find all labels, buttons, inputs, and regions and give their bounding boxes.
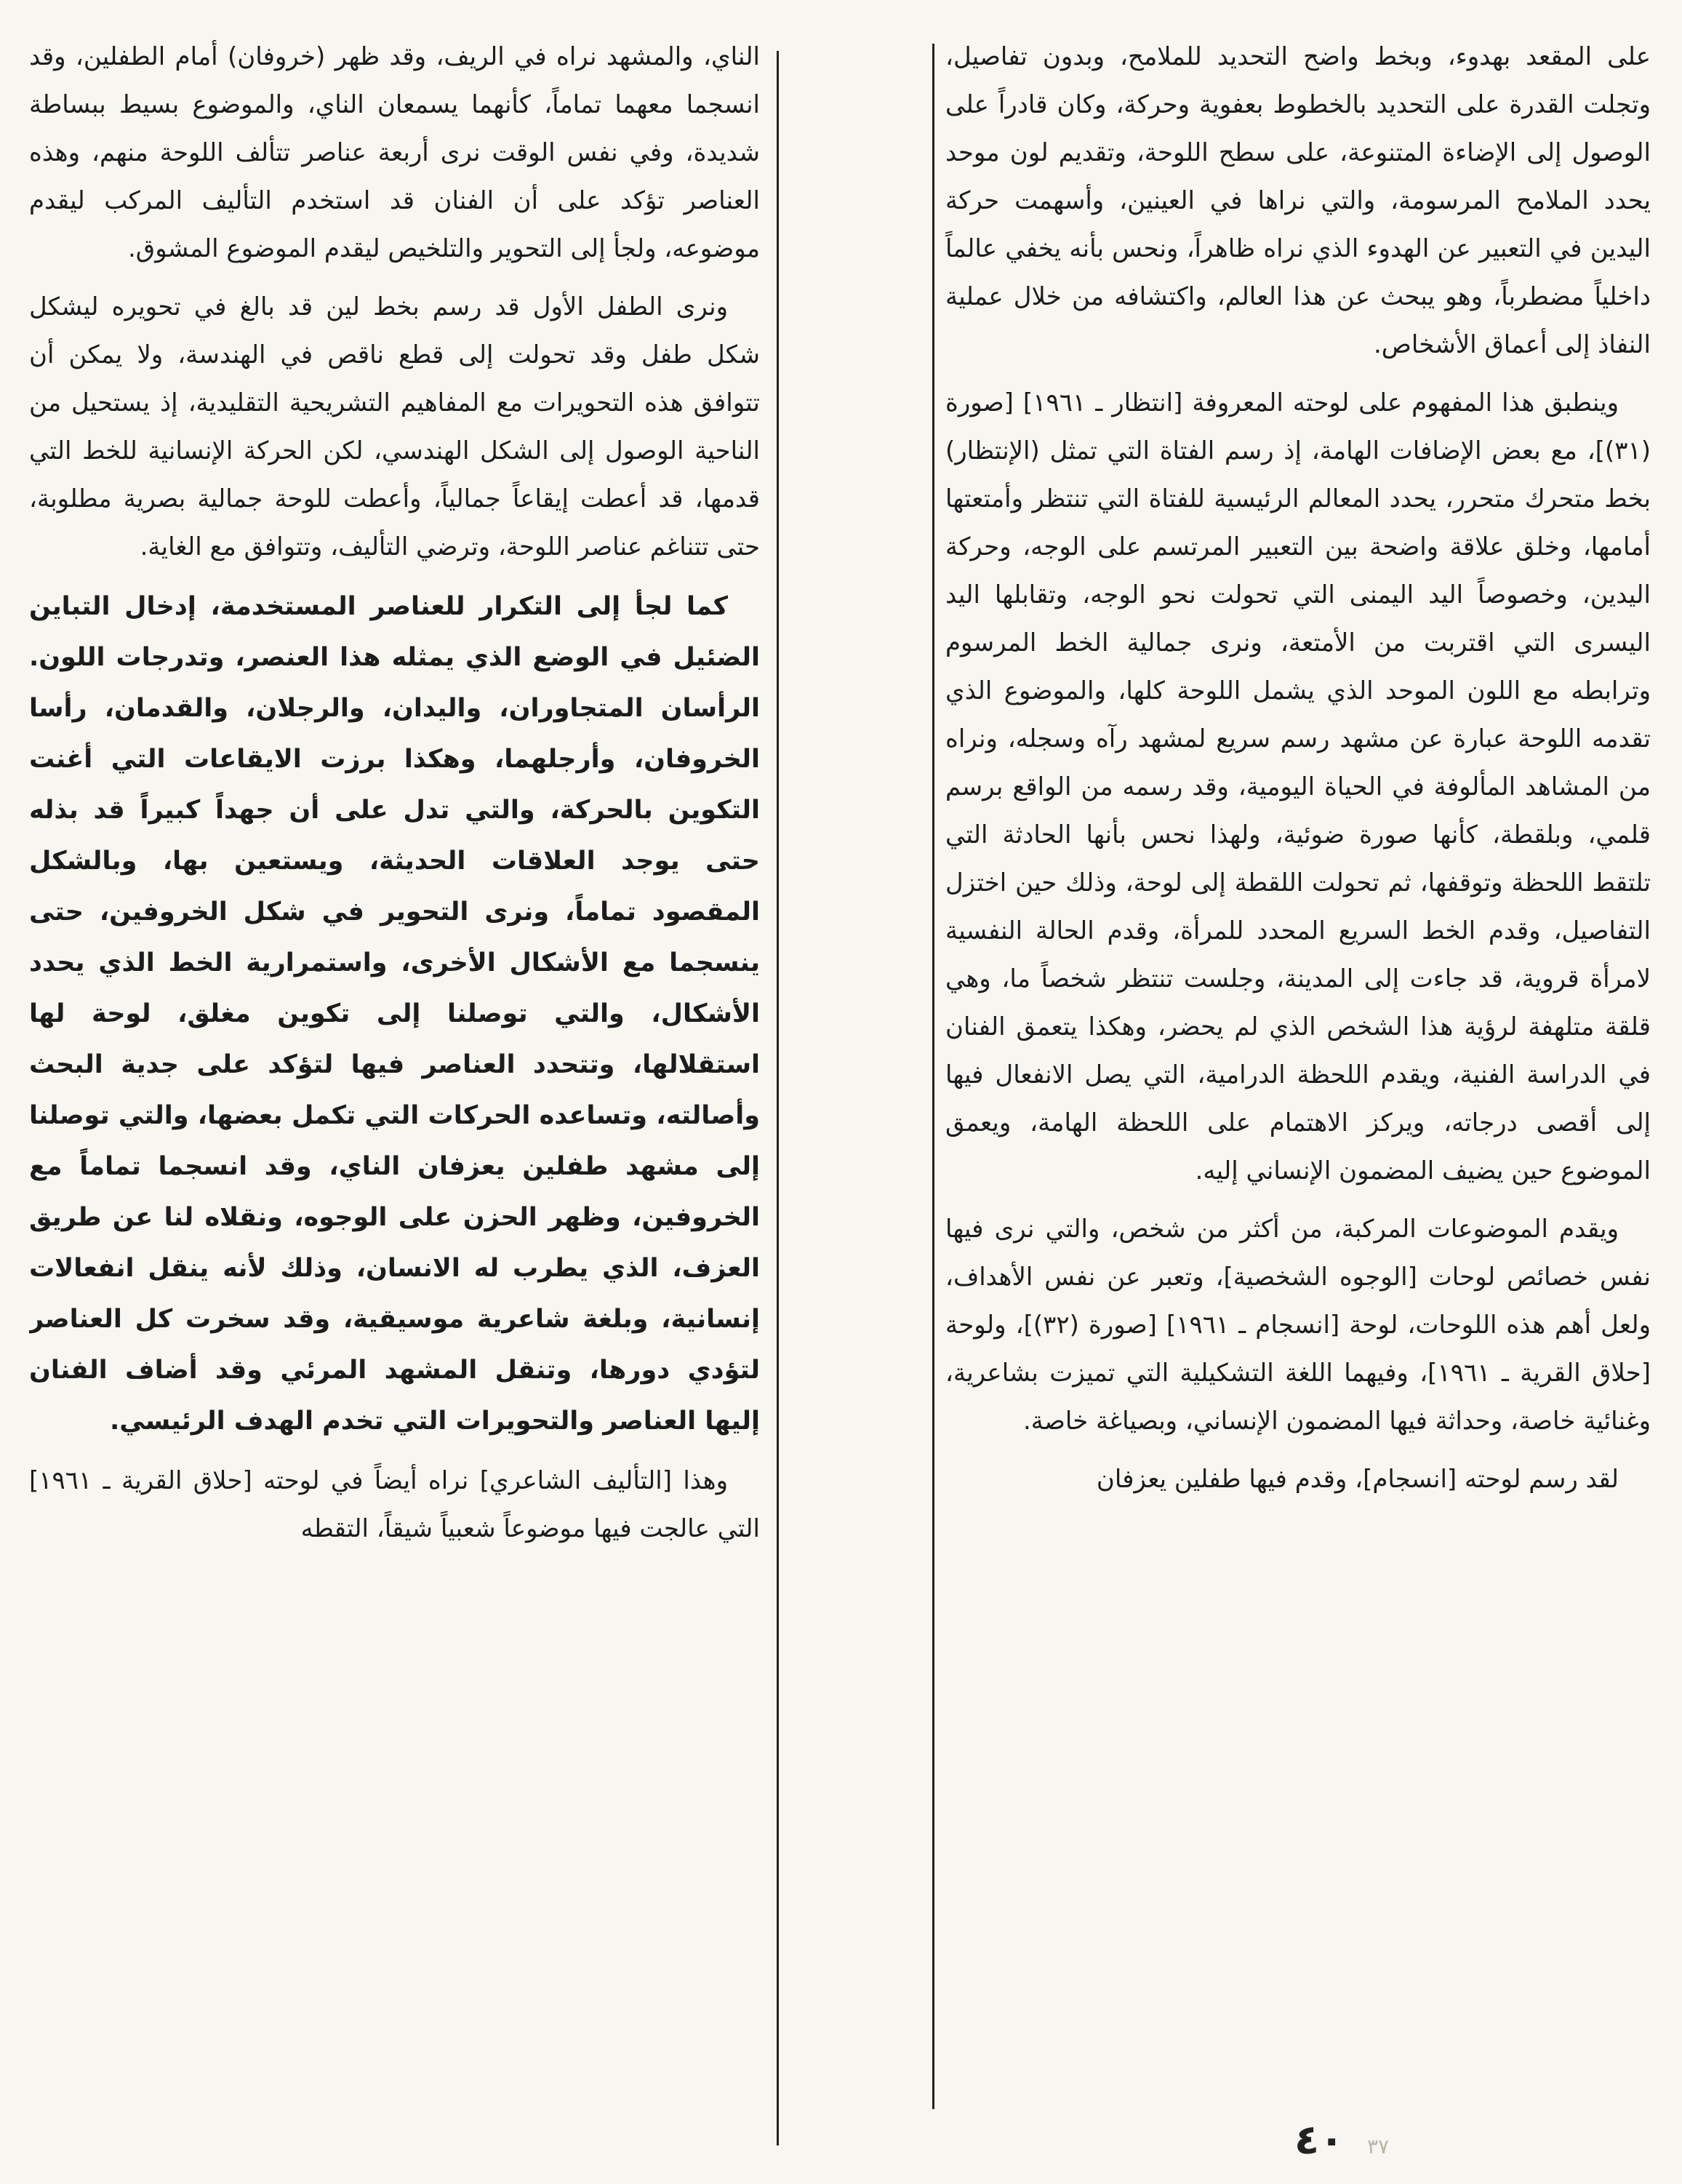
paragraph: الناي، والمشهد نراه في الريف، وقد ظهر (خروفان) أمام الطفلين، وقد انسجما معهما تماماً، كأنهما يسمعان الناي، والموضوع بسيط ببساطة شديدة، وفي نفس الوقت نرى أربعة عناصر تتألف اللوحة منهم، وهذه العناصر تؤكد على أن الفنان قد استخدم التأليف المركب ليقدم موضوعه، ولجأ إلى التحوير والتلخيص ليقدم الموضوع المشوق.	[29, 42, 760, 263]
column-divider-line	[932, 44, 934, 2109]
bold-paragraph: كما لجأ إلى التكرار للعناصر المستخدمة، إدخال التباين الضئيل في الوضع الذي يمثله هذا العنصر، وتدرجات اللون. الرأسان المتجاوران، واليدان، والرجلان، والقدمان، رأسا الخروفان، وأرجلهما، وهكذا برزت الايقاعات التي أغنت التكوين بالحركة، والتي تدل على أن جهداً كبيراً قد بذله حتى يوجد العلاقات الحديثة، ويستعين بها، وبالشكل المقصود تماماً، ونرى التحوير في شكل الخروفين، حتى ينسجما مع الأشكال الأخرى، واستمرارية الخط الذي يحدد الأشكال، والتي توصلنا إلى تكوين مغلق، لوحة لها استقلالها، وتتحدد العناصر فيها لتؤكد على جدية البحث وأصالته، وتساعده الحركات التي تكمل بعضها، والتي توصلنا إلى مشهد طفلين يعزفان الناي، وقد انسجما تماماً مع الخروفين، وظهر الحزن على الوجوه، ونقلاه لنا عن طريق العزف، الذي يطرب له الانسان، وذلك لأنه ينقل انفعالات إنسانية، وبلغة شاعرية موسيقية، وقد سخرت كل العناصر لتؤدي دورها، وتنقل المشهد المرئي وقد أضاف الفنان إليها العناصر والتحويرات التي تخدم الهدف الرئيسي.	[29, 592, 760, 1436]
paragraph: وهذا [التأليف الشاعري] نراه أيضاً في لوحته [حلاق القرية ـ ١٩٦١] التي عالجت فيها موضوعاً شعبياً شيقاً، التقطه	[29, 1466, 760, 1543]
right-text-column	[945, 33, 1651, 2076]
page-number: ٤٠	[1294, 2116, 1345, 2164]
column-divider-line	[777, 51, 779, 2145]
faint-page-mark: ٣٧	[1367, 2135, 1390, 2159]
paragraph: على المقعد بهدوء، وبخط واضح التحديد للملامح، وبدون تفاصيل، وتجلت القدرة على التحديد بالخطوط بعفوية وحركة، وكان قادراً على الوصول إلى الإضاءة المتنوعة، على سطح اللوحة، وتقديم لون موحد يحدد الملامح المرسومة، والتي نراها في العينين، وأسهمت حركة اليدين في التعبير عن الهدوء الذي نراه ظاهراً، ونحس بأنه يخفي عالماً داخلياً مضطرباً، وهو يبحث عن هذا العالم، واكتشافه من خلال عملية النفاذ إلى أعماق الأشخاص.	[945, 42, 1651, 359]
paragraph: لقد رسم لوحته [انسجام]، وقدم فيها طفلين يعزفان	[1096, 1465, 1619, 1494]
paragraph: ونرى الطفل الأول قد رسم بخط لين قد بالغ في تحويره ليشكل شكل طفل وقد تحولت إلى قطع ناقص في الهندسة، ولا يمكن أن تتوافق هذه التحويرات مع المفاهيم التشريحية التقليدية، إذ يستحيل من الناحية الوصول إلى الشكل الهندسي، لكن الحركة الإنسانية للخط التي قدمها، قد أعطت إيقاعاً جمالياً، وأعطت للوحة جمالية بصرية مطلوبة، حتى تتناغم عناصر اللوحة، وترضي التأليف، وتتوافق مع الغاية.	[29, 292, 760, 561]
left-text-column	[29, 33, 760, 2076]
paragraph: وينطبق هذا المفهوم على لوحته المعروفة [انتظار ـ ١٩٦١] [صورة (٣١)]، مع بعض الإضافات الهامة، إذ رسم الفتاة التي تمثل (الإنتظار) بخط متحرك متحرر، يحدد المعالم الرئيسية للفتاة التي تنتظر وأمتعتها أمامها، وخلق علاقة واضحة بين التعبير المرتسم على الوجه، وحركة اليدين، وخصوصاً اليد اليمنى التي تحولت نحو الوجه، وتقابلها اليد اليسرى التي اقتربت من الأمتعة، ونرى جمالية الخط المرسوم وترابطه مع اللون الموحد الذي يشمل اللوحة كلها، والموضوع الذي تقدمه اللوحة عبارة عن مشهد رسم سريع لمشهد رآه وسجله، ونراه من المشاهد المألوفة في الحياة اليومية، وقد رسمه من الواقع برسم قلمي، وبلقطة، كأنها صورة ضوئية، ولهذا نحس بأنها الحادثة التي تلتقط اللحظة وتوقفها، ثم تحولت اللقطة إلى لوحة، وذلك حين اختزل التفاصيل، وقدم الخط السريع المحدد للمرأة، وقدم الحالة النفسية لامرأة قروية، قد جاءت إلى المدينة، وجلست تنتظر شخصاً ما، وهي قلقة متلهفة لرؤية هذا الشخص الذي لم يحضر، وهكذا يتعمق الفنان في الدراسة الفنية، ويقدم اللحظة الدرامية، التي يصل الانفعال فيها إلى أقصى درجاته، ويركز الاهتمام على اللحظة الهامة، ويعمق الموضوع حين يضيف المضمون الإنساني إليه.	[945, 388, 1651, 1185]
paragraph: ويقدم الموضوعات المركبة، من أكثر من شخص، والتي نرى فيها نفس خصائص لوحات [الوجوه الشخصية]، وتعبر عن نفس الأهداف، ولعل أهم هذه اللوحات، لوحة [انسجام ـ ١٩٦١] [صورة (٣٢)]، ولوحة [حلاق القرية ـ ١٩٦١]، وفيهما اللغة التشكيلية التي تميزت بشاعرية، وغنائية خاصة، وحداثة فيها المضمون الإنساني، وبصياغة خاصة.	[945, 1215, 1651, 1436]
